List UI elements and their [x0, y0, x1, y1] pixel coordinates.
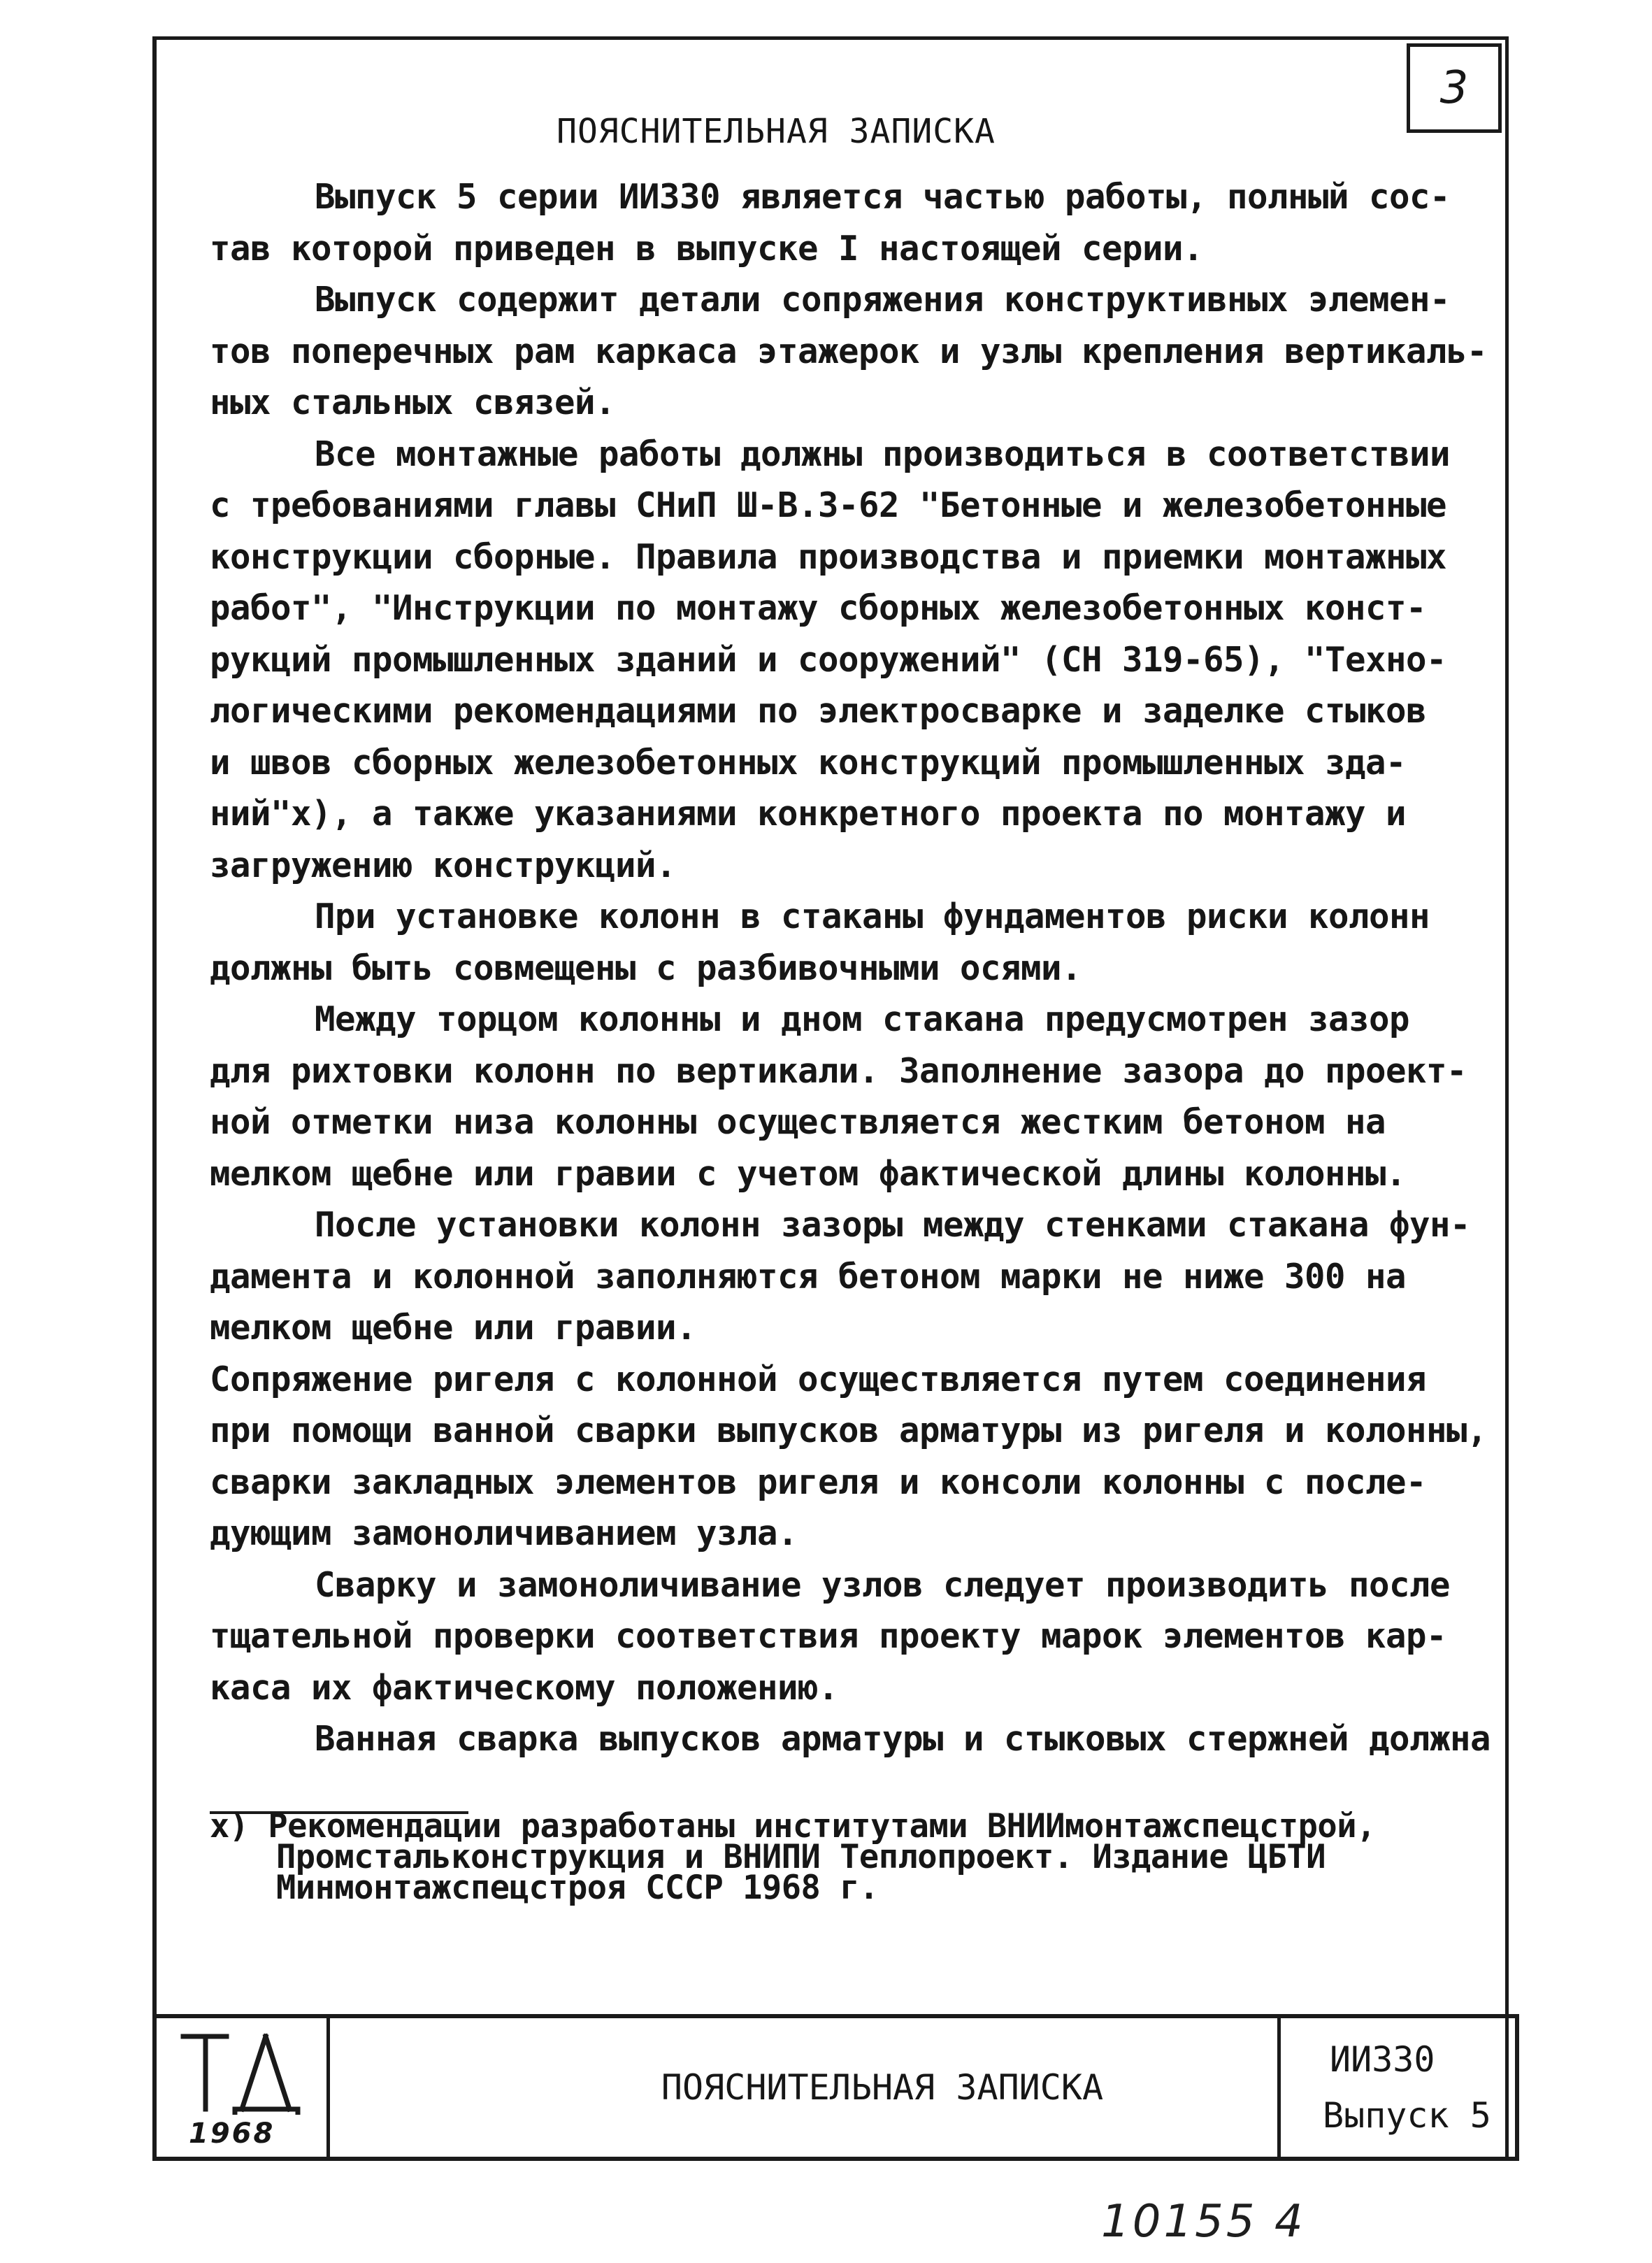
body-line: ных стальных связей.: [210, 383, 616, 422]
archive-number: 10155 4: [1101, 2196, 1306, 2248]
body-line: мелком щебне или гравии.: [210, 1308, 697, 1348]
title-block-stamp: [152, 2014, 1519, 2161]
body-line: сварки закладных элементов ригеля и консоли колонны с после-: [210, 1462, 1427, 1502]
body-line: Все монтажные работы должны производиться в соответствии: [315, 434, 1451, 474]
body-line: тщательной проверки соответствия проекту марок элементов кар-: [210, 1616, 1447, 1656]
stamp-title: ПОЯСНИТЕЛЬНАЯ ЗАПИСКА: [661, 2067, 1104, 2108]
stamp-series-cell: [1277, 2018, 1515, 2157]
body-line: Сопряжение ригеля с колонной осуществляется путем соединения: [210, 1359, 1427, 1399]
footnote: [210, 1807, 1524, 1907]
issue-number: Выпуск 5: [1323, 2095, 1491, 2136]
body-line: работ", "Инструкции по монтажу сборных железобетонных конст-: [210, 588, 1427, 628]
body-line: при помощи ванной сварки выпусков арматуры из ригеля и колонны,: [210, 1411, 1488, 1450]
document-title: ПОЯСНИТЕЛЬНАЯ ЗАПИСКА: [556, 112, 996, 151]
logo-year: 1968: [189, 2118, 275, 2150]
body-line: и швов сборных железобетонных конструкций промышленных зда-: [210, 742, 1407, 783]
publisher-logo: [157, 2018, 330, 2157]
body-line: логическими рекомендациями по электросварке и заделке стыков: [210, 691, 1427, 731]
footnote-line: Промстальконструкция и ВНИПИ Теплопроект. Издание ЦБТИ: [276, 1838, 1326, 1876]
body-line: с требованиями главы СНиП Ш-В.3-62 "Бетонные и железобетонные: [210, 485, 1447, 525]
series-code: ИИ330: [1330, 2039, 1435, 2080]
body-line: ний"x), а также указаниями конкретного проекта по монтажу и: [210, 794, 1407, 834]
body-line: Выпуск 5 серии ИИ330 является частью работы, полный сос-: [315, 177, 1451, 217]
footnote-line: Минмонтажспецстроя СССР 1968 г.: [276, 1869, 879, 1907]
body-line: Ванная сварка выпусков арматуры и стыковых стержней должна: [315, 1719, 1491, 1759]
td-logo-icon: [178, 2031, 310, 2115]
body-line: После установки колонн зазоры между стенками стакана фун-: [315, 1205, 1471, 1245]
body-line: загружению конструкций.: [210, 845, 677, 885]
sheet-number: 3: [1407, 43, 1502, 133]
body-line: должны быть совмещены с разбивочными осями.: [210, 948, 1082, 988]
body-line: Выпуск содержит детали сопряжения конструктивных элемен-: [315, 280, 1451, 320]
body-line: мелком щебне или гравии с учетом фактической длины колонны.: [210, 1153, 1407, 1194]
body-line: каса их фактическому положению.: [210, 1667, 839, 1708]
body-line: тав которой приведен в выпуске I настоящей серии.: [210, 228, 1204, 269]
body-line: Между торцом колонны и дном стакана предусмотрен зазор: [315, 999, 1410, 1039]
body-line: При установке колонн в стаканы фундаментов риски колонн: [315, 897, 1430, 936]
body-line: рукций промышленных зданий и сооружений" (СН 319-65), "Техно-: [210, 639, 1447, 680]
body-line: конструкции сборные. Правила производства и приемки монтажных: [210, 536, 1447, 577]
footnote-line: x) Рекомендации разработаны институтами ВНИИмонтажспецстрой,: [210, 1807, 1376, 1846]
body-line: тов поперечных рам каркаса этажерок и узлы крепления вертикаль-: [210, 331, 1488, 371]
body-text: [210, 171, 1524, 1765]
body-line: дамента и колонной заполняются бетоном марки не ниже 300 на: [210, 1256, 1407, 1297]
body-line: дующим замоноличиванием узла.: [210, 1513, 798, 1553]
body-line: Сварку и замоноличивание узлов следует производить после: [315, 1564, 1451, 1605]
body-line: ной отметки низа колонны осуществляется жестким бетоном на: [210, 1102, 1386, 1142]
body-line: для рихтовки колонн по вертикали. Заполнение зазора до проект-: [210, 1050, 1467, 1091]
